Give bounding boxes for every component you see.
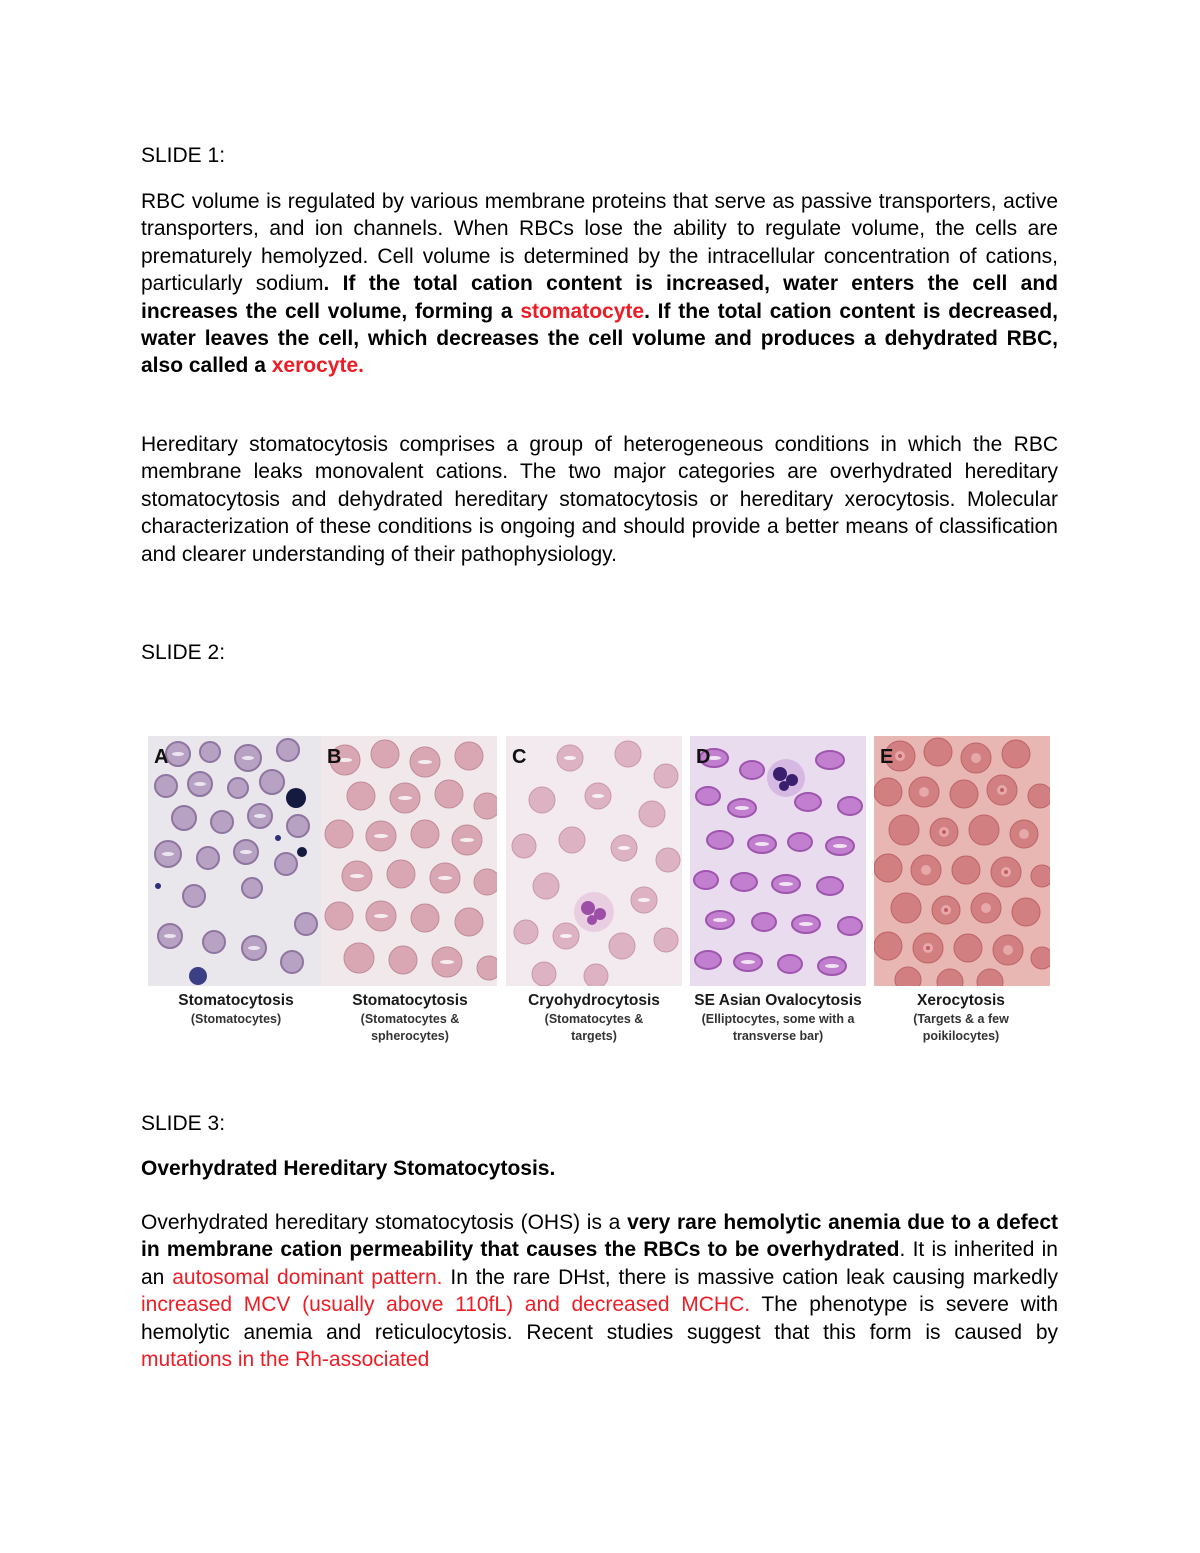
slide3-text-a: Overhydrated hereditary stomatocytosis (OHS) is a (141, 1211, 628, 1234)
slide1-p1-bold-d: . If the total cation content is decreased, water leaves the cell, which decreases the cell volume and produces a dehydrated RBC, also called a (141, 299, 1058, 378)
rh-mutation-term: mutations in the Rh-associated (141, 1348, 430, 1372)
panel-e-sub1: (Targets & a few (913, 1012, 1009, 1026)
slide3-paragraph (141, 1209, 1058, 1373)
panel-c-sub1: (Stomatocytes & (544, 1012, 644, 1026)
panel-c-image (506, 736, 682, 986)
slide3-heading: SLIDE 3: (141, 1112, 226, 1135)
panel-c-title: Cryohydrocytosis (528, 992, 660, 1009)
slide3-text-g: The phenotype is severe with hemolytic anemia and reticulocytosis. Recent studies suggest that this form is caused by (141, 1293, 1059, 1344)
panel-c-letter: C (512, 746, 527, 768)
xerocyte-term: xerocyte. (271, 354, 364, 378)
panel-d-sub1: (Elliptocytes, some with a (701, 1012, 855, 1026)
slide1-paragraph-2: Hereditary stomatocytosis comprises a group of heterogeneous conditions in which the RBC membrane leaks monovalent cations. The two major categories are overhydrated hereditary stomatocytosis and dehydrated hereditary stomatocytosis or hereditary xerocytosis. Molecular characterization of these conditions is ongoing and should provide a better means of classification and clearer understanding of their pathophysiology. (141, 433, 1058, 566)
panel-b-sub2: spherocytes) (371, 1029, 449, 1043)
slide2-heading: SLIDE 2: (141, 641, 226, 664)
panel-a-image (148, 736, 324, 986)
slide3-text-c: . It is inherited in an (141, 1238, 1058, 1289)
slide1-paragraph-1 (141, 188, 1058, 380)
stomatocyte-term: stomatocyte (520, 299, 645, 323)
slide1-heading: SLIDE 1: (141, 144, 226, 167)
panel-d-caption (688, 990, 868, 1045)
panel-d-letter: D (696, 746, 711, 768)
panel-d-sub2: transverse bar) (732, 1029, 824, 1043)
panel-b-caption (320, 990, 500, 1045)
panel-c-sub2: targets) (571, 1029, 617, 1043)
panel-b-title: Stomatocytosis (352, 992, 468, 1009)
panel-b-image (321, 736, 497, 986)
panel-e-letter: E (880, 746, 894, 768)
panel-b-sub1: (Stomatocytes & (360, 1012, 460, 1026)
blood-smear-figure (148, 736, 1052, 1056)
slide1-p1-text-a: RBC volume is regulated by various membrane proteins that serve as passive transporters, active transporters, and ion channels. When RBCs lose the ability to regulate volume, the cells are prematurely hemolyzed. Cell volume is determined by the intracellular concentration of cations, particularly sodium (141, 190, 1058, 296)
panel-e-image (874, 736, 1050, 986)
slide3-text-e: In the rare DHst, there is massive cation leak causing markedly (442, 1265, 1058, 1289)
slide1-p1-bold-b: . If the total cation content is increased, water enters the cell and increases the cell volume, forming a (141, 272, 1058, 323)
panel-a-caption (146, 990, 326, 1028)
panel-a-letter: A (154, 746, 169, 768)
panel-b-letter: B (327, 746, 342, 768)
slide3-subheading: Overhydrated Hereditary Stomatocytosis. (141, 1157, 556, 1180)
panel-e-title: Xerocytosis (917, 992, 1005, 1009)
panel-a-title: Stomatocytosis (178, 992, 294, 1009)
panel-e-caption (871, 990, 1051, 1045)
mcv-mchc-term: increased MCV (usually above 110fL) and decreased MCHC. (141, 1293, 751, 1317)
slide3-bold-b: very rare hemolytic anemia due to a defect in membrane cation permeability that causes the RBCs to be overhydrated (141, 1211, 1058, 1262)
panel-c-caption (504, 990, 684, 1045)
panel-e-sub2: poikilocytes) (922, 1029, 1000, 1043)
autosomal-dominant-term: autosomal dominant pattern. (172, 1265, 443, 1289)
panel-d-title: SE Asian Ovalocytosis (694, 992, 862, 1009)
panel-a-sub1: (Stomatocytes) (190, 1012, 282, 1026)
panel-d-image (690, 736, 866, 986)
